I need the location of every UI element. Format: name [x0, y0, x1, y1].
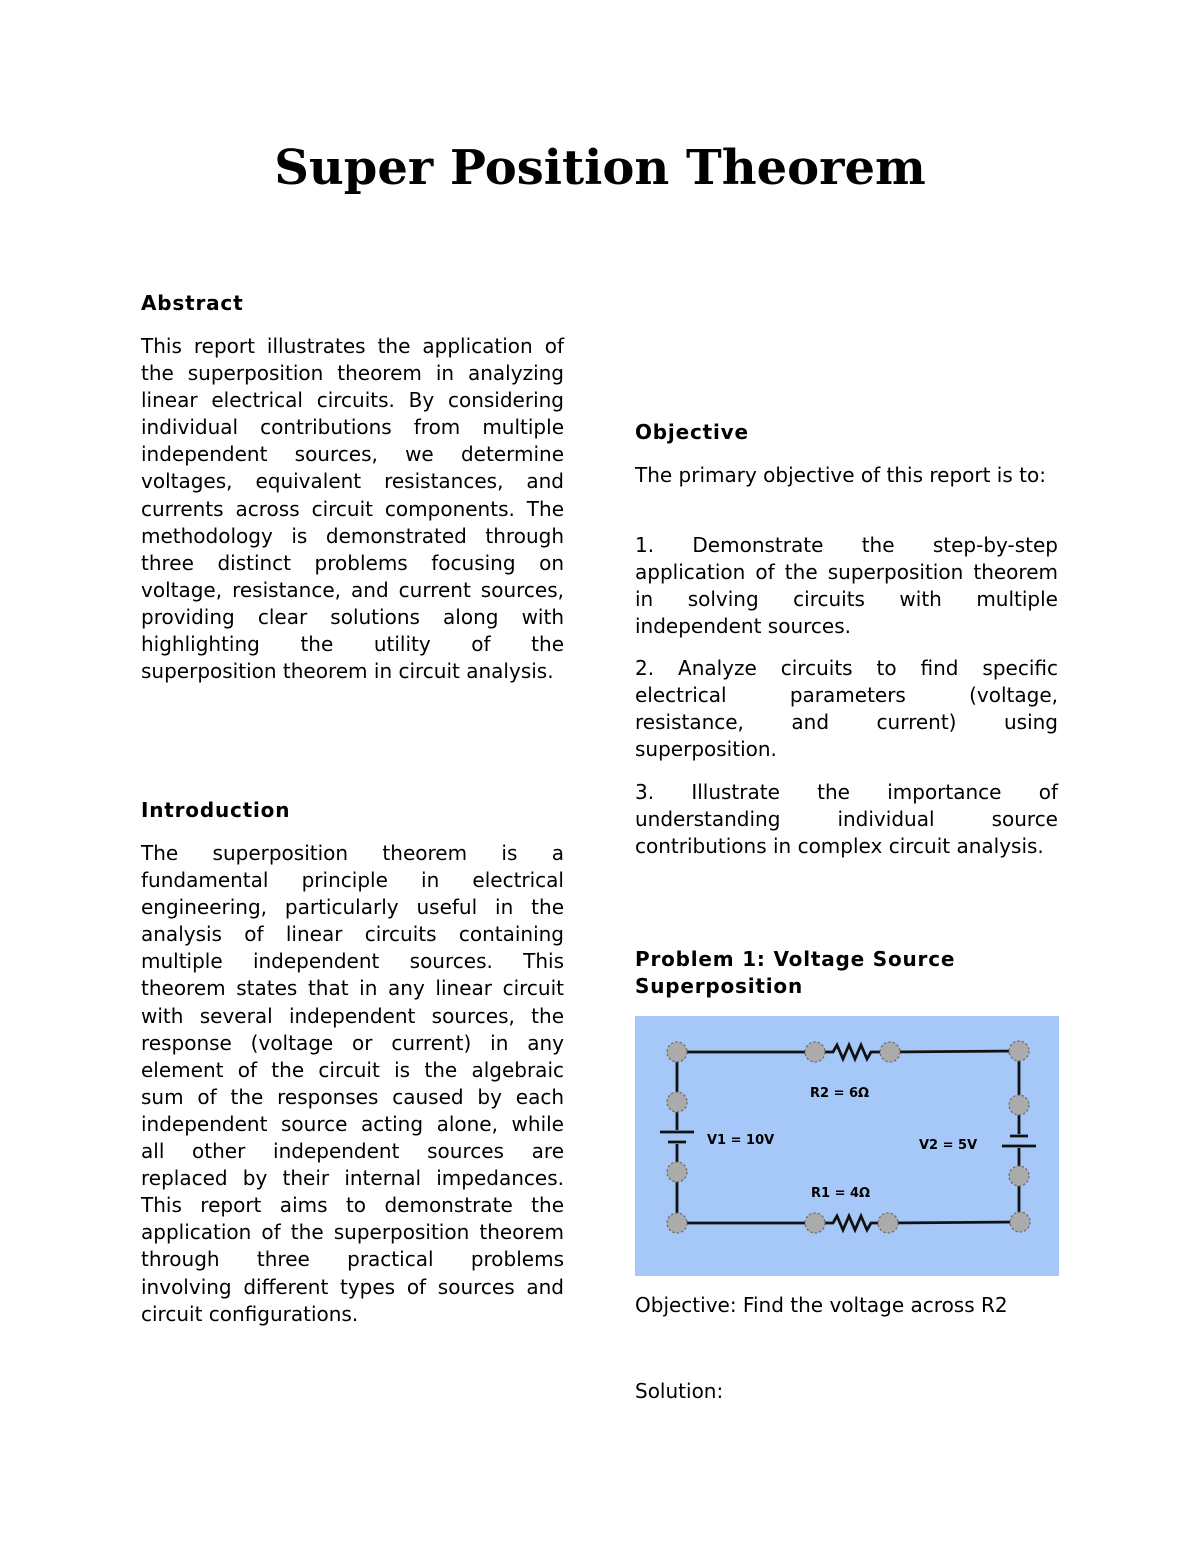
objective-intro: The primary objective of this report is to: [635, 463, 1046, 487]
circuit-node [1009, 1041, 1029, 1061]
problem1-heading-line1: Problem 1: Voltage Source [635, 947, 956, 971]
circuit-node [667, 1042, 687, 1062]
circuit-node [667, 1092, 687, 1112]
v2-label: V2 = 5V [919, 1138, 978, 1153]
circuit-node [1009, 1095, 1029, 1115]
circuit-node [1009, 1166, 1029, 1186]
circuit-node [805, 1042, 825, 1062]
problem1-heading-line2: Superposition [635, 974, 803, 998]
r2-label: R2 = 6Ω [810, 1086, 870, 1101]
circuit-diagram [635, 1016, 1059, 1276]
objective-item-3: 3. Illustrate the importance of understanding individual source contributions in complex circuit analysis. [635, 780, 1058, 859]
page-title: Super Position Theorem [274, 140, 926, 196]
introduction-heading: Introduction [141, 798, 291, 822]
circuit-node [880, 1042, 900, 1062]
problem1-objective: Objective: Find the voltage across R2 [635, 1293, 1008, 1317]
circuit-node [667, 1213, 687, 1233]
resistor-r2-symbol [815, 1045, 890, 1059]
circuit-node [667, 1162, 687, 1182]
solution-label: Solution: [635, 1379, 724, 1403]
r1-label: R1 = 4Ω [811, 1186, 871, 1201]
abstract-body: This report illustrates the application of the superposition theorem in analyzing linear electrical circuits. By considering individual contributions from multiple independent sources, we determine voltages, equivalent resistances, and currents across circuit components. The methodology is demonstrated through three distinct problems focusing on voltage, resistance, and current sources, providing clear solutions along with highlighting the utility of the superposition theorem in circuit analysis. [141, 334, 564, 684]
introduction-body: The superposition theorem is a fundamental principle in electrical engineering, particularly useful in the analysis of linear circuits containing multiple independent sources. This theorem states that in any linear circuit with several independent sources, the response (voltage or current) in any element of the circuit is the algebraic sum of the responses caused by each independent source acting alone, while all other independent sources are replaced by their internal impedances. This report aims to demonstrate the application of the superposition theorem through three practical problems involving different types of sources and circuit configurations. [141, 841, 564, 1326]
objective-item-2: 2. Analyze circuits to find specific electrical parameters (voltage, resistance, and current) using superposition. [635, 656, 1058, 762]
objective-item-1: 1. Demonstrate the step-by-step application of the superposition theorem in solving circuits with multiple independent sources. [635, 533, 1058, 639]
objective-heading: Objective [635, 420, 749, 444]
circuit-node [1010, 1212, 1030, 1232]
top-wire-right [890, 1051, 1019, 1052]
v1-label: V1 = 10V [707, 1133, 775, 1148]
circuit-node [805, 1213, 825, 1233]
resistor-r1-symbol [815, 1216, 888, 1230]
bottom-wire-right [888, 1222, 1020, 1223]
abstract-heading: Abstract [141, 291, 244, 315]
circuit-svg [635, 1016, 1059, 1276]
circuit-node [878, 1213, 898, 1233]
